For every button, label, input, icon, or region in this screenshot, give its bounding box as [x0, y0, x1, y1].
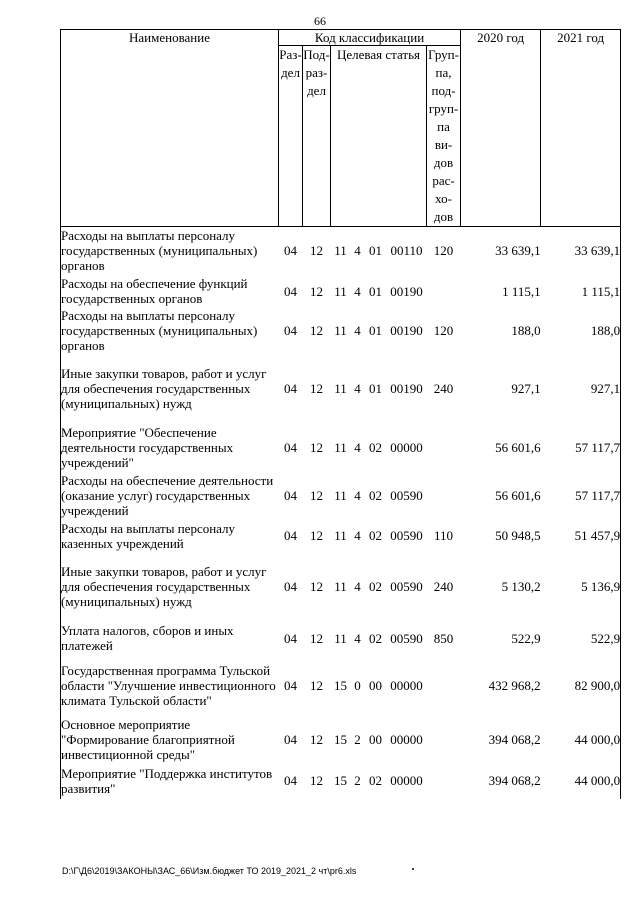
- row-amount-2020: 188,0: [511, 323, 541, 338]
- row-cs-subprogram: 4: [354, 323, 361, 338]
- row-expense-type: [427, 763, 461, 799]
- header-2021: 2021 год: [541, 30, 621, 227]
- row-expense-type: 110: [434, 528, 454, 543]
- row-razdel: 04: [284, 440, 297, 455]
- row-expense-type: [427, 472, 461, 520]
- row-name: Мероприятие "Обеспечение деятельности государственных учреждений": [61, 424, 279, 472]
- table-row: [61, 472, 621, 520]
- row-cs-event: 02: [369, 630, 382, 646]
- row-amount-2021: 57 117,7: [541, 424, 621, 472]
- row-podrazdel: 12: [310, 381, 323, 396]
- row-cs-event: 01: [369, 323, 382, 338]
- row-podrazdel: 12: [310, 773, 323, 788]
- row-podrazdel: 12: [310, 440, 323, 455]
- row-cs-program: 11: [334, 283, 347, 299]
- row-amount-2021: 44 000,0: [541, 763, 621, 799]
- row-cs-program: 11: [334, 630, 347, 646]
- row-cs-direction: 00000: [390, 440, 423, 455]
- row-amount-2020: 927,1: [511, 381, 541, 396]
- row-cs-subprogram: 4: [354, 440, 361, 455]
- row-cs-event: 02: [369, 528, 382, 543]
- table-row: [61, 308, 621, 354]
- file-path-footer: D:\Г\Д6\2019\ЗАКОНЫ\ЗАС_66\Изм.бюджет ТО 2019_2021_2 чт\pr6.xls: [62, 866, 357, 876]
- stray-dot: [412, 868, 414, 870]
- row-cs-direction: 00190: [390, 381, 423, 396]
- table-row: [61, 552, 621, 622]
- row-cs-event: 00: [369, 678, 382, 693]
- row-amount-2021: 82 900,0: [541, 655, 621, 717]
- row-razdel: 04: [284, 579, 297, 594]
- row-amount-2021: 33 639,1: [541, 227, 621, 275]
- row-cs-subprogram: 4: [354, 381, 361, 396]
- row-cs-subprogram: 4: [354, 528, 361, 543]
- table-row: [61, 763, 621, 799]
- row-amount-2020: 50 948,5: [495, 528, 541, 543]
- row-cs-direction: 00000: [390, 773, 423, 788]
- row-cs-subprogram: 0: [354, 678, 361, 693]
- row-razdel: 04: [284, 381, 297, 396]
- row-amount-2021: 188,0: [541, 308, 621, 354]
- row-cs-program: 15: [334, 732, 347, 747]
- row-cs-event: 00: [369, 732, 382, 747]
- row-amount-2020: 522,9: [511, 630, 541, 646]
- table-row: [61, 227, 621, 275]
- row-amount-2021: 1 115,1: [541, 275, 621, 308]
- row-cs-event: 02: [369, 440, 382, 455]
- table-row: [61, 655, 621, 717]
- row-expense-type: [427, 424, 461, 472]
- row-name: Расходы на выплаты персоналу казенных учреждений: [61, 520, 279, 552]
- row-amount-2020: 394 068,2: [488, 732, 541, 747]
- header-2020: 2020 год: [461, 30, 541, 227]
- row-cs-subprogram: 2: [354, 732, 361, 747]
- row-podrazdel: 12: [310, 678, 323, 693]
- row-razdel: 04: [284, 773, 297, 788]
- header-name: Наименование: [61, 30, 279, 227]
- row-cs-subprogram: 4: [354, 283, 361, 299]
- row-podrazdel: 12: [310, 579, 323, 594]
- row-amount-2021: 522,9: [541, 622, 621, 655]
- row-podrazdel: 12: [310, 323, 323, 338]
- row-name: Иные закупки товаров, работ и услуг для обеспечения государственных (муниципальных) нужд: [61, 354, 279, 424]
- row-amount-2020: 432 968,2: [488, 678, 541, 693]
- header-subsection: Под- раз- дел: [303, 46, 331, 227]
- row-name: Основное мероприятие "Формирование благоприятной инвестиционной среды": [61, 717, 279, 763]
- row-razdel: 04: [284, 678, 297, 693]
- row-amount-2021: 44 000,0: [541, 717, 621, 763]
- row-expense-type: 240: [433, 381, 454, 396]
- row-cs-program: 11: [334, 381, 347, 396]
- row-cs-direction: 00590: [390, 579, 423, 594]
- row-cs-subprogram: 2: [354, 773, 361, 788]
- row-amount-2021: 57 117,7: [541, 472, 621, 520]
- row-cs-direction: 00590: [390, 630, 423, 646]
- row-name: Расходы на обеспечение деятельности (оказание услуг) государственных учреждений: [61, 472, 279, 520]
- row-expense-type: 120: [433, 243, 454, 259]
- row-razdel: 04: [284, 243, 297, 259]
- table-row: [61, 275, 621, 308]
- row-cs-program: 15: [334, 678, 347, 693]
- header-group: Груп- па, под- груп- па ви- дов рас- хо- дов: [427, 46, 461, 227]
- row-cs-subprogram: 4: [354, 579, 361, 594]
- row-razdel: 04: [284, 630, 297, 646]
- row-amount-2021: 5 136,9: [541, 552, 621, 622]
- row-expense-type: [427, 275, 461, 308]
- row-amount-2021: 927,1: [541, 354, 621, 424]
- table-body: [61, 227, 621, 799]
- row-expense-type: [427, 655, 461, 717]
- row-podrazdel: 12: [310, 243, 323, 259]
- row-name: Расходы на обеспечение функций государственных органов: [61, 275, 279, 308]
- row-cs-event: 01: [369, 243, 382, 259]
- row-cs-subprogram: 4: [354, 630, 361, 646]
- row-amount-2020: 394 068,2: [488, 773, 541, 788]
- row-cs-event: 01: [369, 283, 382, 299]
- row-podrazdel: 12: [310, 630, 323, 646]
- row-name: Расходы на выплаты персоналу государственных (муниципальных) органов: [61, 227, 279, 275]
- table-row: [61, 717, 621, 763]
- row-cs-program: 11: [334, 323, 347, 338]
- row-razdel: 04: [284, 488, 297, 503]
- row-amount-2020: 5 130,2: [501, 579, 541, 594]
- row-name: Уплата налогов, сборов и иных платежей: [61, 622, 279, 655]
- row-name: Мероприятие "Поддержка институтов развития": [61, 763, 279, 799]
- row-cs-event: 02: [369, 773, 382, 788]
- row-cs-event: 02: [369, 579, 382, 594]
- row-cs-direction: 00110: [390, 243, 423, 259]
- row-razdel: 04: [284, 323, 297, 338]
- row-razdel: 04: [284, 732, 297, 747]
- row-cs-program: 15: [334, 773, 347, 788]
- table-row: [61, 424, 621, 472]
- row-cs-program: 11: [334, 243, 347, 259]
- row-razdel: 04: [284, 283, 297, 299]
- row-amount-2020: 1 115,1: [502, 283, 541, 299]
- row-cs-program: 11: [334, 440, 347, 455]
- row-expense-type: [427, 717, 461, 763]
- row-expense-type: 850: [433, 630, 454, 646]
- page-number: 66: [314, 14, 326, 28]
- row-amount-2020: 56 601,6: [495, 440, 541, 455]
- table-row: [61, 520, 621, 552]
- row-amount-2021: 51 457,9: [541, 520, 621, 552]
- row-amount-2020: 56 601,6: [495, 488, 541, 503]
- row-expense-type: 120: [433, 323, 454, 338]
- header-code: Код классификации: [279, 30, 461, 46]
- row-name: Расходы на выплаты персоналу государственных (муниципальных) органов: [61, 308, 279, 354]
- header-section: Раз- дел: [279, 46, 303, 227]
- row-razdel: 04: [284, 528, 297, 543]
- row-cs-program: 11: [334, 579, 347, 594]
- row-cs-event: 01: [369, 381, 382, 396]
- row-cs-direction: 00590: [390, 528, 423, 543]
- row-amount-2020: 33 639,1: [495, 243, 541, 259]
- row-cs-subprogram: 4: [354, 243, 361, 259]
- table-row: [61, 622, 621, 655]
- row-cs-program: 11: [334, 528, 347, 543]
- row-cs-subprogram: 4: [354, 488, 361, 503]
- row-cs-event: 02: [369, 488, 382, 503]
- row-name: Государственная программа Тульской области "Улучшение инвестиционного климата Тульской области": [61, 655, 279, 717]
- table-row: [61, 354, 621, 424]
- row-cs-direction: 00590: [390, 488, 423, 503]
- row-cs-direction: 00000: [390, 678, 423, 693]
- row-podrazdel: 12: [310, 283, 323, 299]
- header-target: Целевая статья: [331, 46, 427, 227]
- row-cs-direction: 00190: [390, 323, 423, 338]
- budget-table: [60, 29, 621, 799]
- row-podrazdel: 12: [310, 488, 323, 503]
- row-podrazdel: 12: [310, 528, 323, 543]
- row-name: Иные закупки товаров, работ и услуг для обеспечения государственных (муниципальных) нужд: [61, 552, 279, 622]
- row-cs-direction: 00000: [390, 732, 423, 747]
- row-expense-type: 240: [433, 579, 454, 594]
- row-cs-program: 11: [334, 488, 347, 503]
- row-cs-direction: 00190: [390, 283, 423, 299]
- row-podrazdel: 12: [310, 732, 323, 747]
